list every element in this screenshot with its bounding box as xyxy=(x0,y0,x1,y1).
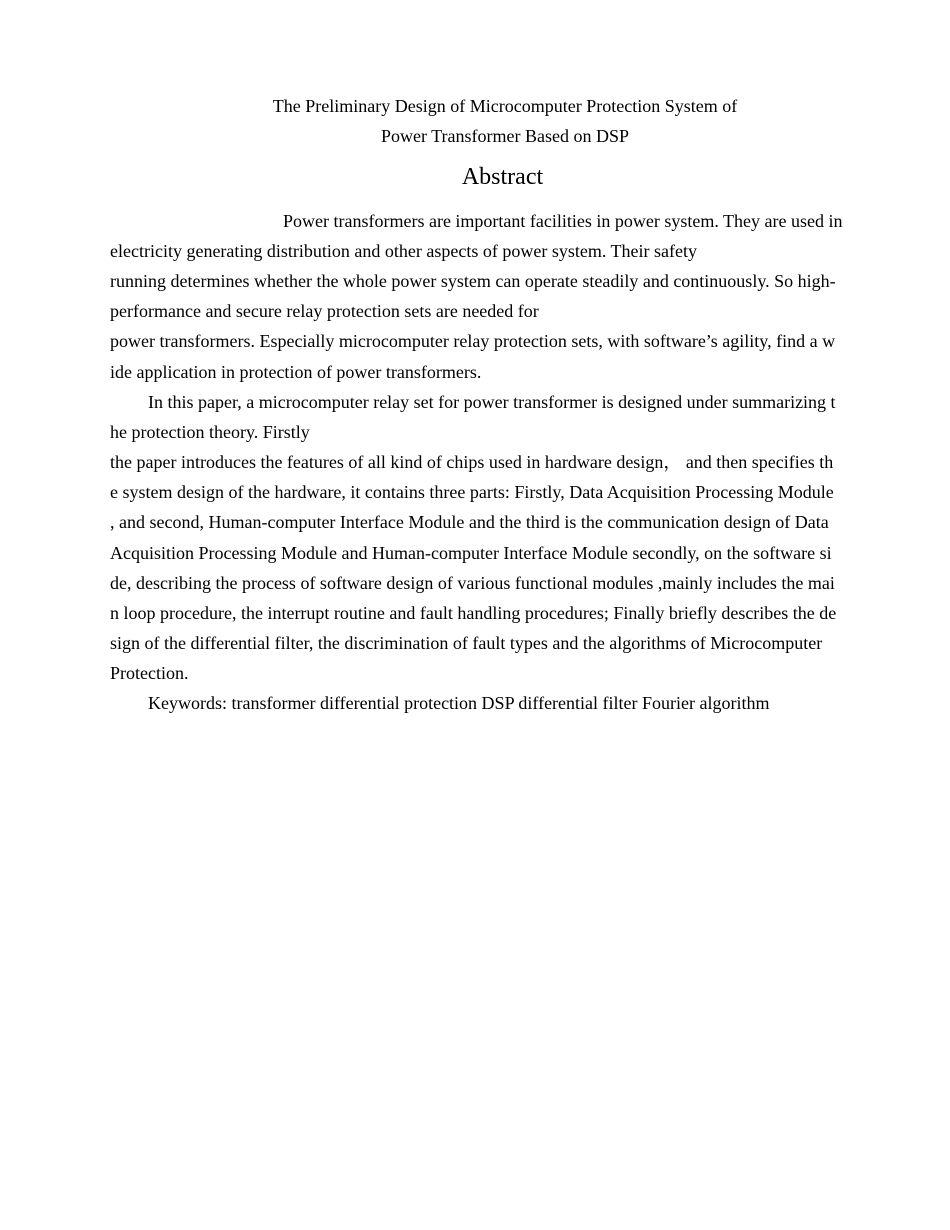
paragraph2-line: the paper introduces the features of all kind of chips used in hardware design， and then specifies th xyxy=(110,452,834,472)
abstract-heading: Abstract xyxy=(461,164,544,190)
paragraph2-line: Acquisition Processing Module and Human-computer Interface Module secondly, on the software si xyxy=(110,543,832,563)
paragraph1-line: electricity generating distribution and other aspects of power system. Their safety xyxy=(110,241,697,261)
title-line-1: The Preliminary Design of Microcomputer Protection System of xyxy=(272,96,738,116)
paragraph2-line: , and second, Human-computer Interface Module and the third is the communication design of Data xyxy=(110,512,829,532)
paragraph2-line: Protection. xyxy=(110,663,189,683)
paragraph2-line: sign of the differential filter, the discrimination of fault types and the algorithms of Microcomputer xyxy=(110,633,823,653)
keywords-line: Keywords: transformer differential protection DSP differential filter Fourier algorithm xyxy=(148,693,770,713)
paragraph2-line: he protection theory. Firstly xyxy=(110,422,310,442)
title-line-2: Power Transformer Based on DSP xyxy=(380,126,629,146)
paragraph1-line: performance and secure relay protection sets are needed for xyxy=(110,301,539,321)
paragraph2-line: n loop procedure, the interrupt routine and fault handling procedures; Finally briefly describes the de xyxy=(110,603,837,623)
paragraph2-line: e system design of the hardware, it contains three parts: Firstly, Data Acquisition Processing Module xyxy=(110,482,834,502)
paragraph1-line: power transformers. Especially microcomputer relay protection sets, with software’s agility, find a w xyxy=(110,331,836,351)
paragraph2-line: de, describing the process of software design of various functional modules ,mainly includes the mai xyxy=(110,573,835,593)
paragraph1-line: Power transformers are important facilities in power system. They are used in xyxy=(283,211,843,231)
paragraph1-line: ide application in protection of power transformers. xyxy=(110,362,482,382)
paragraph2-line: In this paper, a microcomputer relay set for power transformer is designed under summarizing t xyxy=(148,392,836,412)
paragraph1-line: running determines whether the whole power system can operate steadily and continuously. So high- xyxy=(110,271,836,291)
